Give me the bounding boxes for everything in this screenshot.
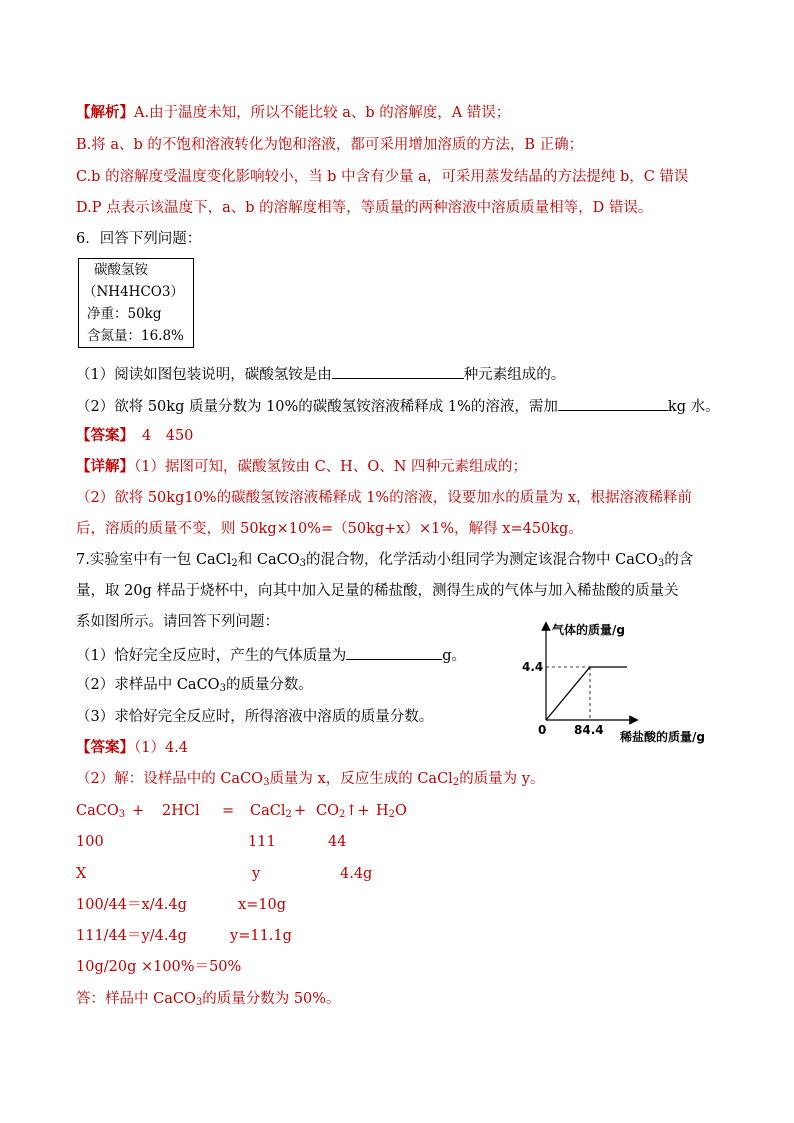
x-tick-label: 84.4 [574, 723, 604, 737]
analysis-line-b: B.将 a、b 的不饱和溶液转化为饱和溶液，都可采用增加溶质的方法，B 正确； [76, 137, 584, 153]
eq-plus-1: + [132, 803, 145, 819]
eq-co2: $CO_2↑+$ [316, 803, 370, 820]
label-name: 碳酸氢铵 [94, 262, 148, 278]
eq-cacl2: CaCl$_2$ [250, 803, 292, 820]
final-answer: 答：样品中 CaCO$_3$的质量分数为 50%。 [76, 991, 341, 1008]
q7-part1: （1）恰好完全反应时，产生的气体质量为 g。 [76, 645, 466, 665]
q7-answer-tag: 【答案】 [76, 739, 134, 756]
q6-detail-2: （2）欲将 50kg10%的碳酸氢铵溶液稀释成 1%的溶液，设要加水的质量为 x，根据溶液稀释前 [76, 490, 692, 506]
q7-answer: 【答案】（1）4.4 [76, 739, 189, 756]
x-axis-label: 稀盐酸的质量/g [620, 730, 705, 744]
y-tick-label: 4.4 [522, 660, 544, 674]
calc-fraction: 10g/20g ×100%＝50% [76, 959, 242, 975]
q6-answer-tag: 【答案】 [76, 427, 134, 444]
q7-line-1: 7.实验室中有一包 CaCl$_2$和 CaCO$_3$的混合物，化学活动小组同学为测定该混合物中 CaCO$_3$的含 [76, 552, 694, 569]
data-line [546, 667, 627, 720]
q7-line-2: 量，取 20g 样品于烧杯中，向其中加入足量的稀盐酸，测得生成的气体与加入稀盐酸的质量关 [76, 583, 679, 599]
eq-caco3: CaCO$_3$ [76, 803, 126, 820]
calc-y: 111/44＝y/4.4g [76, 928, 187, 944]
q6-part1: （1）阅读如图包装说明，碳酸氢铵是由 种元素组成的。 [76, 364, 565, 384]
eq-plus-2: + [294, 803, 307, 819]
eq-equals: = [222, 803, 235, 819]
origin-label: 0 [538, 723, 547, 737]
q7-blank-1[interactable] [346, 645, 442, 660]
var-x: X [76, 866, 87, 882]
y-axis-label: 气体的质量/g [552, 623, 625, 637]
q7-part2: （2）求样品中 CaCO$_3$的质量分数。 [76, 677, 313, 694]
analysis-tag: 【解析】 [76, 104, 134, 121]
analysis-line-d: D.P 点表示该温度下，a、b 的溶解度相等，等质量的两种溶液中溶质质量相等，D 错误。 [76, 200, 653, 216]
q6-title: 6．回答下列问题： [76, 231, 202, 247]
eq-h2o: $H_2O$ [376, 803, 407, 820]
mass-caco3: 100 [76, 834, 104, 850]
q6-answer: 【答案】 4 450 [76, 427, 194, 444]
fertilizer-label-box [78, 258, 194, 348]
label-formula: （NH4HCO3） [83, 284, 184, 300]
var-y: y [252, 866, 261, 882]
calc-y-result: y=11.1g [230, 928, 292, 944]
mass-co2: 44 [328, 834, 347, 850]
q6-blank-1[interactable] [332, 364, 464, 379]
q6-part2: （2）欲将 50kg 质量分数为 10%的碳酸氢铵溶液稀释成 1%的溶液，需加 kg 水。 [76, 396, 720, 416]
analysis-line-c: C.b 的溶解度受温度变化影响较小，当 b 中含有少量 a，可采用蒸发结晶的方法提纯 b，C 错误 [76, 169, 689, 185]
eq-hcl: 2HCl [162, 803, 200, 819]
calc-x: 100/44＝x/4.4g [76, 897, 187, 913]
q7-part3: （3）求恰好完全反应时，所得溶液中溶质的质量分数。 [76, 709, 434, 725]
q6-detail-tag: 【详解】 [76, 458, 134, 475]
label-weight: 净重：50kg [87, 306, 162, 322]
calc-x-result: x=10g [238, 897, 287, 913]
q7-line-3: 系如图所示。请回答下列问题： [76, 614, 279, 630]
var-co2-mass: 4.4g [340, 866, 373, 882]
label-nitrogen: 含氮量：16.8% [87, 328, 184, 344]
q7-solution-intro: （2）解：设样品中的 CaCO$_3$质量为 x，反应生成的 CaCl$_2$的质量为 y。 [76, 771, 545, 788]
q6-detail-3: 后，溶质的质量不变，则 50kg×10%=（50kg+x）×1%，解得 x=450kg。 [76, 521, 583, 537]
gas-vs-acid-chart [510, 618, 740, 748]
analysis-line-a: 【解析】A.由于温度未知，所以不能比较 a、b 的溶解度，A 错误； [76, 104, 511, 121]
q6-detail-1: 【详解】（1）据图可知，碳酸氢铵由 C、H、O、N 四种元素组成的； [76, 458, 528, 475]
mass-cacl2: 111 [248, 834, 276, 850]
q6-blank-2[interactable] [558, 396, 668, 411]
